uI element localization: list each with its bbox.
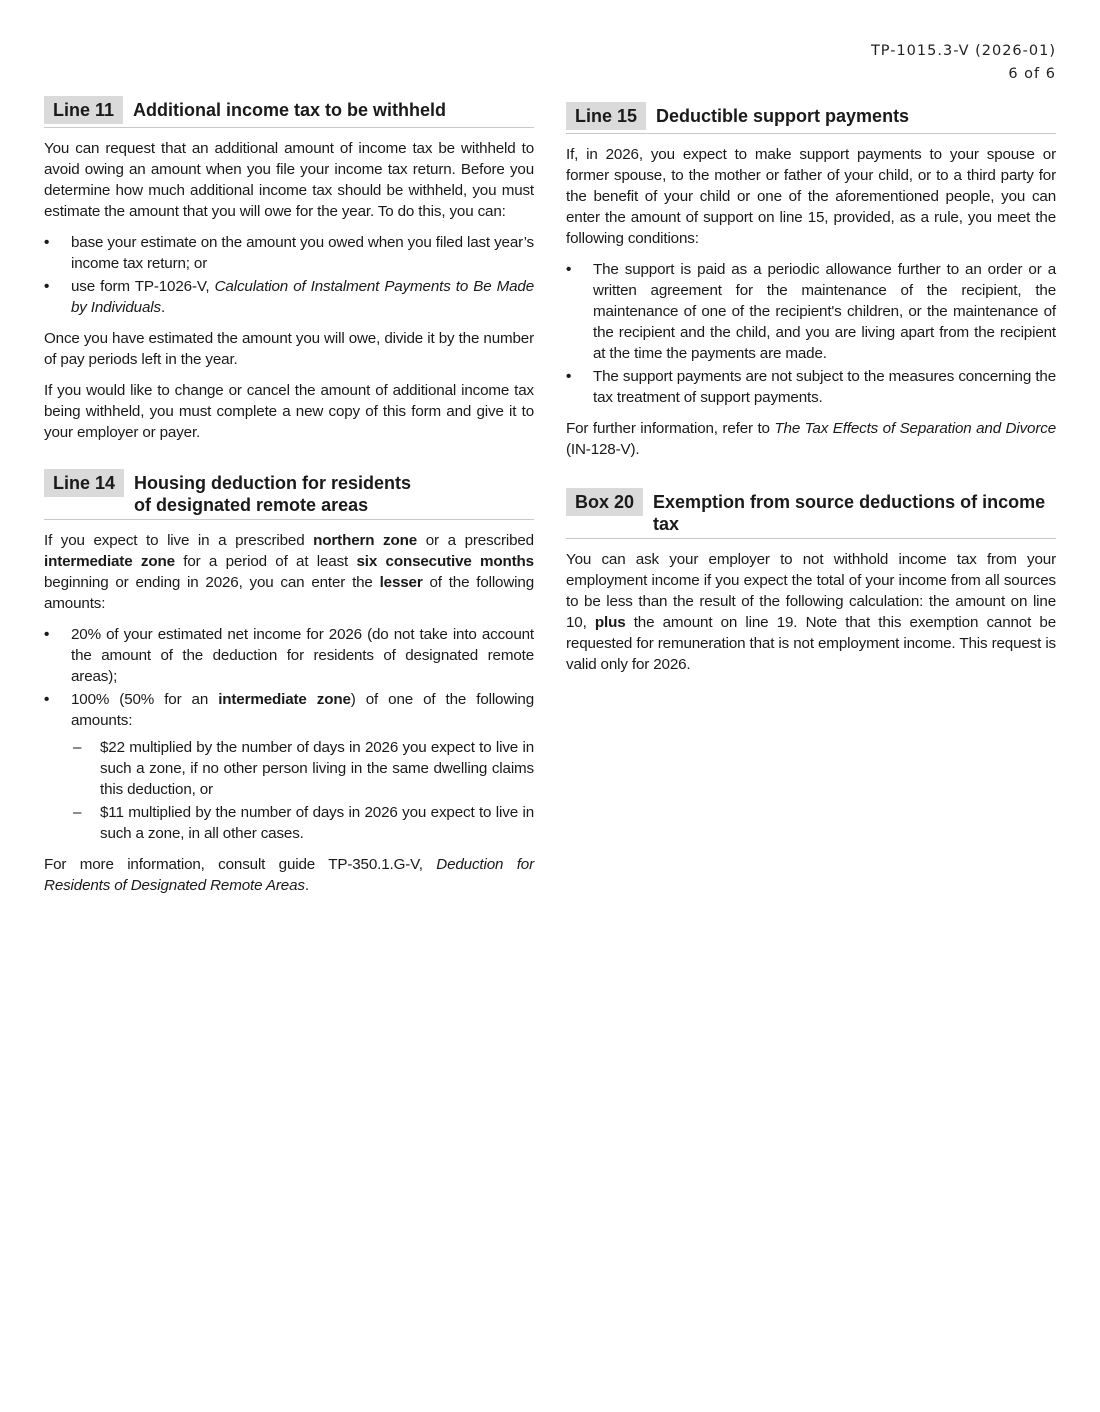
section-line-15 [566, 102, 1056, 460]
section-title: Housing deduction for residents of designated remote areas [134, 473, 412, 515]
section-heading [566, 488, 1056, 539]
section-line-14 [44, 469, 534, 896]
bullet-list [44, 232, 534, 318]
guide-title-reference: Deduction for Residents of Designated Remote Areas [44, 856, 534, 894]
form-code: TP-1015.3-V (2026-01) [870, 43, 1056, 59]
paragraph: You can request that an additional amount of income tax be withheld to avoid owing an amount when you file your income tax return. Before you determine how much additional income tax should be withheld, you must estimate the amount that you will owe for the year. To do this, you can: [44, 140, 534, 220]
section-box-20 [566, 488, 1056, 675]
section-tag: Line 15 [566, 102, 646, 130]
paragraph: If, in 2026, you expect to make support payments to your spouse or former spouse, to the mother or father of your child, or to a third party for the benefit of your child or one of the aforementioned people, you can enter the amount of support on line 15, provided, as a rule, you meet the following conditions: [566, 146, 1056, 247]
list-item: • base your estimate on the amount you owed when you filed last year’s income tax return; or [44, 232, 534, 274]
section-title: Deductible support payments [656, 106, 910, 126]
paragraph: Once you have estimated the amount you will owe, divide it by the number of pay periods left in the year. [44, 330, 534, 368]
list-item: • 20% of your estimated net income for 2026 (do not take into account the amount of the deduction for residents of designated remote areas); [44, 624, 534, 687]
section-tag: Line 11 [44, 96, 123, 124]
section-heading [44, 469, 534, 520]
paragraph: If you expect to live in a prescribed northern zone or a prescribed intermediate zone for a period of at least six consecutive months beginning or ending in 2026, you can enter the lesser of the following amounts: [44, 532, 534, 612]
form-identifier [871, 40, 1056, 86]
section-title: Exemption from source deductions of income tax [653, 492, 1046, 534]
paragraph: You can ask your employer to not withhold income tax from your employment income if you expect the total of your income from all sources to be less than the result of the following calculation: the amount on line 10, plus the amount on line 19. Note that this exemption cannot be requested for remuneration that is not employment income. This request is valid only for 2026. [566, 551, 1056, 673]
paragraph: For further information, refer to The Tax Effects of Separation and Divorce (IN-128-V). [566, 420, 1056, 458]
bullet-list [566, 259, 1056, 408]
dash-list [44, 737, 534, 844]
list-item: • The support is paid as a periodic allowance further to an order or a written agreement for the maintenance of the recipient, the maintenance of one of the recipient's children, or the maintenance of the recipient and the child, and you are living apart from the recipient at the time the payments are made. [566, 259, 1056, 364]
section-heading [566, 102, 1056, 134]
section-heading [44, 96, 534, 128]
list-item: • The support payments are not subject to the measures concerning the tax treatment of support payments. [566, 366, 1056, 408]
right-column [566, 102, 1056, 697]
list-item: – $22 multiplied by the number of days in 2026 you expect to live in such a zone, if no other person living in the same dwelling claims this deduction, or [44, 737, 534, 800]
list-item: • use form TP-1026-V, Calculation of Instalment Payments to Be Made by Individuals. [44, 276, 534, 318]
list-item: • 100% (50% for an intermediate zone) of one of the following amounts: – $22 multiplied by the number of days in 2026 you expect to live in such a zone, if no other person living in the same dwelling claims this deduction, or – $11 multiplied by the number of days in 2026 you expect to live in such a zone, in all other cases. [44, 689, 534, 844]
section-tag: Box 20 [566, 488, 643, 516]
section-title: Additional income tax to be withheld [133, 100, 447, 120]
section-line-11 [44, 96, 534, 443]
list-item: – $11 multiplied by the number of days in 2026 you expect to live in such a zone, in all other cases. [44, 802, 534, 844]
paragraph: For more information, consult guide TP-350.1.G-V, Deduction for Residents of Designated Remote Areas. [44, 856, 534, 894]
section-tag: Line 14 [44, 469, 124, 497]
paragraph: If you would like to change or cancel the amount of additional income tax being withheld, you must complete a new copy of this form and give it to your employer or payer. [44, 382, 534, 441]
form-title-reference: Calculation of Instalment Payments to Be Made by Individuals [71, 278, 534, 316]
publication-title-reference: The Tax Effects of Separation and Divorce [774, 420, 1056, 437]
left-column [44, 96, 534, 918]
bullet-list [44, 624, 534, 844]
page-number: 6 of 6 [1008, 66, 1056, 82]
